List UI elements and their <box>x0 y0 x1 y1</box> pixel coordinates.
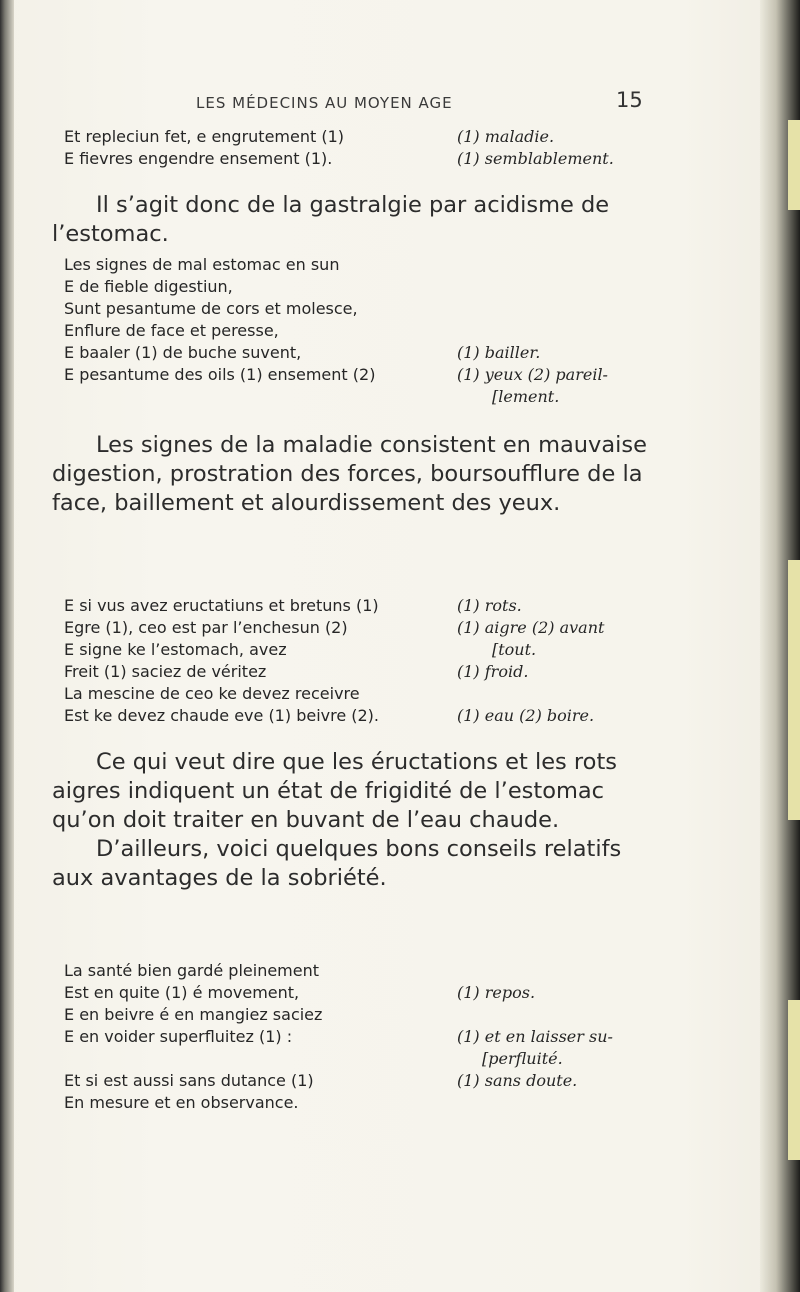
verse-text: E en voider superfluitez (1) : <box>64 1027 293 1046</box>
verse-block-3 <box>52 595 652 727</box>
verse-line <box>52 276 652 298</box>
verse-text: En mesure et en observance. <box>64 1093 299 1112</box>
verse-text: La mescine de ceo ke devez receivre <box>64 684 360 703</box>
verse-line <box>52 1048 652 1070</box>
gloss-note: [lement. <box>492 387 560 406</box>
verse-text: E si vus avez eructatiuns et bretuns (1) <box>64 596 379 615</box>
gloss-note: (1) bailler. <box>457 343 541 362</box>
verse-block-2 <box>52 254 652 408</box>
verse-line <box>52 298 652 320</box>
edge-highlight <box>788 1000 800 1160</box>
gloss-note: (1) yeux (2) pareil- <box>457 365 608 384</box>
verse-line <box>52 1070 652 1092</box>
gloss-note: (1) maladie. <box>457 127 555 146</box>
verse-text: E en beivre é en mangiez saciez <box>64 1005 323 1024</box>
verse-text: Est ke devez chaude eve (1) beivre (2). <box>64 706 380 725</box>
verse-text: E signe ke l’estomach, avez <box>64 640 287 659</box>
gloss-note: (1) semblablement. <box>457 149 614 168</box>
verse-line <box>52 254 652 276</box>
verse-text: Les signes de mal estomac en sun <box>64 255 340 274</box>
gloss-note: (1) repos. <box>457 983 536 1002</box>
verse-line <box>52 982 652 1004</box>
running-head: LES MÉDECINS AU MOYEN AGE <box>196 94 453 112</box>
verse-text: E fievres engendre ensement (1). <box>64 149 333 168</box>
verse-line <box>52 595 652 617</box>
verse-text: Egre (1), ceo est par l’enchesun (2) <box>64 618 348 637</box>
gloss-note: (1) eau (2) boire. <box>457 706 595 725</box>
verse-line <box>52 148 652 170</box>
verse-text: Sunt pesantume de cors et molesce, <box>64 299 358 318</box>
verse-line <box>52 639 652 661</box>
verse-line <box>52 364 652 386</box>
verse-line <box>52 1026 652 1048</box>
verse-line <box>52 960 652 982</box>
gloss-note: (1) sans doute. <box>457 1071 578 1090</box>
verse-line <box>52 1092 652 1114</box>
verse-line <box>52 320 652 342</box>
paragraph-1 <box>52 191 652 249</box>
verse-text: Freit (1) saciez de véritez <box>64 662 267 681</box>
verse-text: Est en quite (1) é movement, <box>64 983 300 1002</box>
verse-line <box>52 1004 652 1026</box>
edge-highlight <box>788 560 800 820</box>
edge-highlight <box>788 120 800 210</box>
verse-line <box>52 342 652 364</box>
verse-block-1 <box>52 126 652 170</box>
paragraph-3 <box>52 748 652 893</box>
page-header <box>0 88 800 118</box>
gloss-note: [perfluité. <box>482 1049 563 1068</box>
verse-line <box>52 661 652 683</box>
paragraph-text: D’ailleurs, voici quelques bons conseils relatifs aux avantages de la sobriété. <box>52 836 622 891</box>
page-left-shadow <box>0 0 14 1292</box>
paragraph-text: Il s’agit donc de la gastralgie par acidisme de l’estomac. <box>52 192 610 247</box>
gloss-note: (1) froid. <box>457 662 529 681</box>
verse-line <box>52 386 652 408</box>
verse-text: La santé bien gardé pleinement <box>64 961 320 980</box>
verse-text: E pesantume des oils (1) ensement (2) <box>64 365 376 384</box>
gloss-note: (1) aigre (2) avant <box>457 618 605 637</box>
verse-text: E baaler (1) de buche suvent, <box>64 343 302 362</box>
verse-text: E de fieble digestiun, <box>64 277 233 296</box>
paragraph-text: Les signes de la maladie consistent en mauvaise digestion, prostration des forces, boursoufflure de la face, baillement et alourdissement des yeux. <box>52 432 647 516</box>
gloss-note: (1) rots. <box>457 596 522 615</box>
verse-text: Enflure de face et peresse, <box>64 321 279 340</box>
gloss-note: [tout. <box>492 640 537 659</box>
verse-block-4 <box>52 960 652 1114</box>
verse-line <box>52 126 652 148</box>
paragraph-text: Ce qui veut dire que les éructations et les rots aigres indiquent un état de frigidité de l’estomac qu’on doit traiter en buvant de l’eau chaude. <box>52 749 617 833</box>
page-number: 15 <box>616 88 643 112</box>
verse-text: Et repleciun fet, e engrutement (1) <box>64 127 345 146</box>
verse-line <box>52 683 652 705</box>
verse-line <box>52 617 652 639</box>
verse-line <box>52 705 652 727</box>
paragraph-2 <box>52 431 652 518</box>
gloss-note: (1) et en laisser su- <box>457 1027 613 1046</box>
verse-text: Et si est aussi sans dutance (1) <box>64 1071 314 1090</box>
page-right-edge <box>760 0 800 1292</box>
